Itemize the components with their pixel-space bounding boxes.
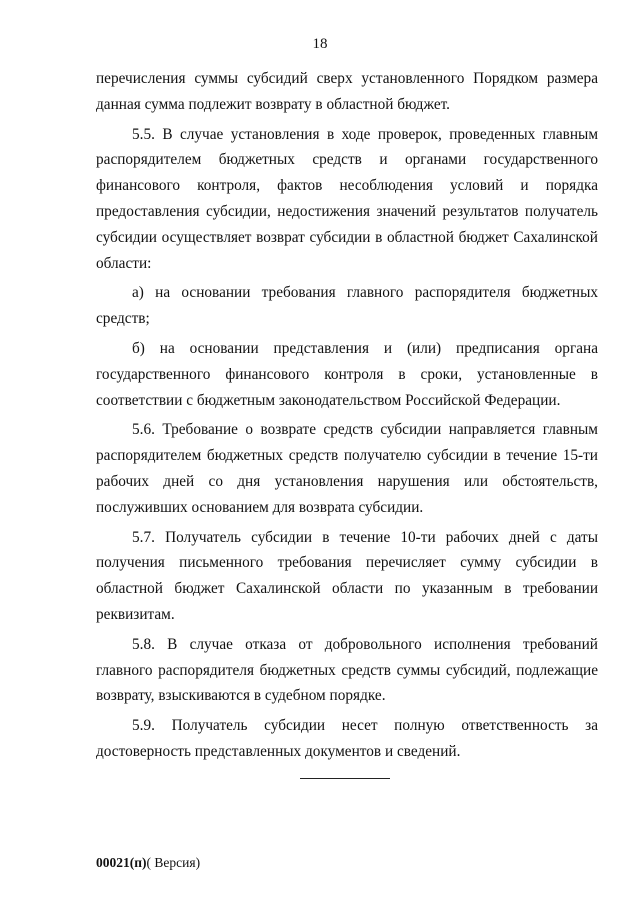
page-number: 18 bbox=[312, 36, 328, 52]
footer-version-label: ( Версия) bbox=[146, 855, 201, 870]
document-body bbox=[96, 66, 598, 769]
paragraph-item-a: а) на основании требования главного распорядителя бюджетных средств; bbox=[96, 284, 598, 328]
paragraph-item-b: б) на основании представления и (или) предписания органа государственного финансового контроля в сроки, установленные в соответствии с бюджетным законодательством Российской Федерации. bbox=[96, 339, 598, 409]
paragraph-5-7: 5.7. Получатель субсидии в течение 10-ти рабочих дней с даты получения письменного требования перечисляет сумму субсидии в областной бюджет Сахалинской области по указанным в требовании реквизитам. bbox=[96, 528, 598, 623]
footer-document-code: 00021(п) bbox=[96, 855, 147, 870]
paragraph-continuation: перечисления суммы субсидий сверх установленного Порядком размера данная сумма подлежит возврату в областной бюджет. bbox=[96, 70, 598, 113]
paragraph-5-6: 5.6. Требование о возврате средств субсидии направляется главным распорядителем бюджетных средств получателю субсидии в течение 15-ти рабочих дней со дня установления нарушения или обстоятельств, послуживших основанием для возврата субсидии. bbox=[96, 421, 598, 516]
end-separator-line bbox=[300, 778, 390, 779]
paragraph-5-8: 5.8. В случае отказа от добровольного исполнения требований главного распорядителя бюджетных средств суммы субсидий, подлежащие возврату, взыскиваются в судебном порядке. bbox=[96, 635, 598, 705]
document-footer bbox=[96, 855, 200, 871]
paragraph-5-9: 5.9. Получатель субсидии несет полную ответственность за достоверность представленных документов и сведений. bbox=[96, 717, 598, 760]
paragraph-5-5: 5.5. В случае установления в ходе проверок, проведенных главным распорядителем бюджетных средств и органами государственного финансового контроля, фактов несоблюдения условий и порядка предоставления субсидии, недостижения значений результатов получатель субсидии осуществляет возврат субсидии в областной бюджет Сахалинской области: bbox=[96, 125, 598, 272]
